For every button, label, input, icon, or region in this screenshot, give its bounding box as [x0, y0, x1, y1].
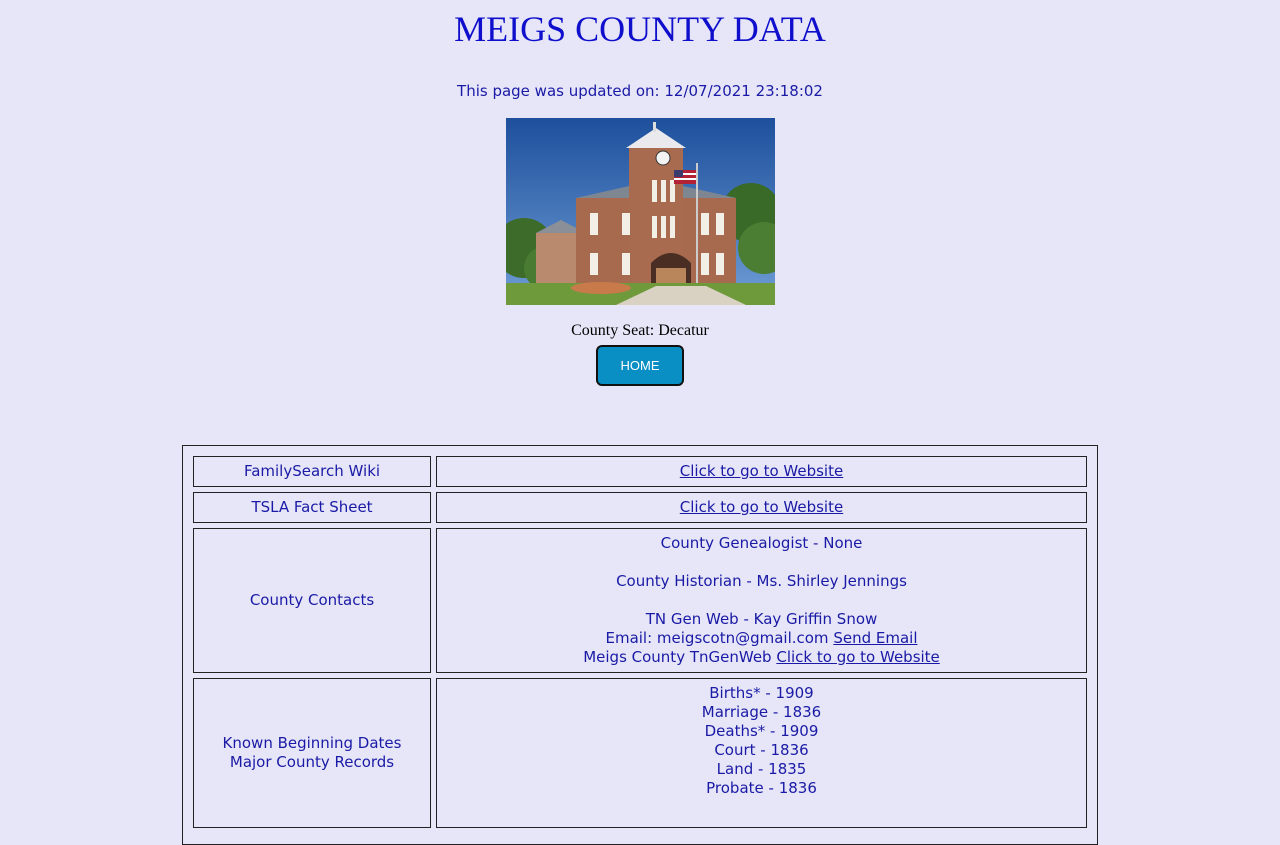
- record-probate: Probate - 1836: [706, 779, 817, 797]
- home-button[interactable]: HOME: [596, 345, 684, 386]
- tsla-link-cell: [436, 492, 1087, 523]
- email-address-text: Email: meigscotn@gmail.com: [605, 629, 829, 647]
- county-historian-text: County Historian - Ms. Shirley Jennings: [616, 572, 907, 590]
- records-detail-cell: [436, 678, 1087, 828]
- records-label-line1: Known Beginning Dates: [222, 734, 402, 752]
- tsla-label-cell: [193, 492, 431, 523]
- tsla-label: TSLA Fact Sheet: [251, 498, 373, 516]
- send-email-link[interactable]: Send Email: [833, 629, 918, 647]
- familysearch-label: FamilySearch Wiki: [243, 462, 381, 480]
- county-data-table: [182, 445, 1098, 845]
- contacts-label-cell: [193, 528, 431, 673]
- record-deaths: Deaths* - 1909: [704, 722, 819, 740]
- records-label-line2: Major County Records: [229, 753, 395, 771]
- tsla-website-link[interactable]: Click to go to Website: [679, 498, 844, 516]
- tngenweb-contact-text: TN Gen Web - Kay Griffin Snow: [645, 610, 878, 628]
- tngenweb-website-link[interactable]: Click to go to Website: [776, 648, 940, 666]
- courthouse-photo: [506, 118, 775, 305]
- contacts-detail-cell: [436, 528, 1087, 673]
- contacts-label: County Contacts: [249, 591, 375, 609]
- record-court: Court - 1836: [714, 741, 809, 759]
- tngenweb-website-text: Meigs County TnGenWeb: [583, 648, 772, 666]
- familysearch-label-cell: [193, 456, 431, 487]
- record-births: Births* - 1909: [709, 684, 814, 702]
- tngenweb-website-line: [583, 648, 940, 667]
- records-label-cell: [193, 678, 431, 828]
- last-updated-text: This page was updated on: 12/07/2021 23:18:02: [457, 82, 823, 100]
- familysearch-link-cell: [436, 456, 1087, 487]
- familysearch-website-link[interactable]: Click to go to Website: [679, 462, 844, 480]
- county-genealogist-text: County Genealogist - None: [660, 534, 863, 552]
- record-land: Land - 1835: [716, 760, 807, 778]
- record-marriage: Marriage - 1836: [701, 703, 822, 721]
- county-seat-text: County Seat: Decatur: [571, 322, 709, 339]
- page-title: MEIGS COUNTY DATA: [454, 9, 826, 49]
- email-line: [605, 629, 917, 648]
